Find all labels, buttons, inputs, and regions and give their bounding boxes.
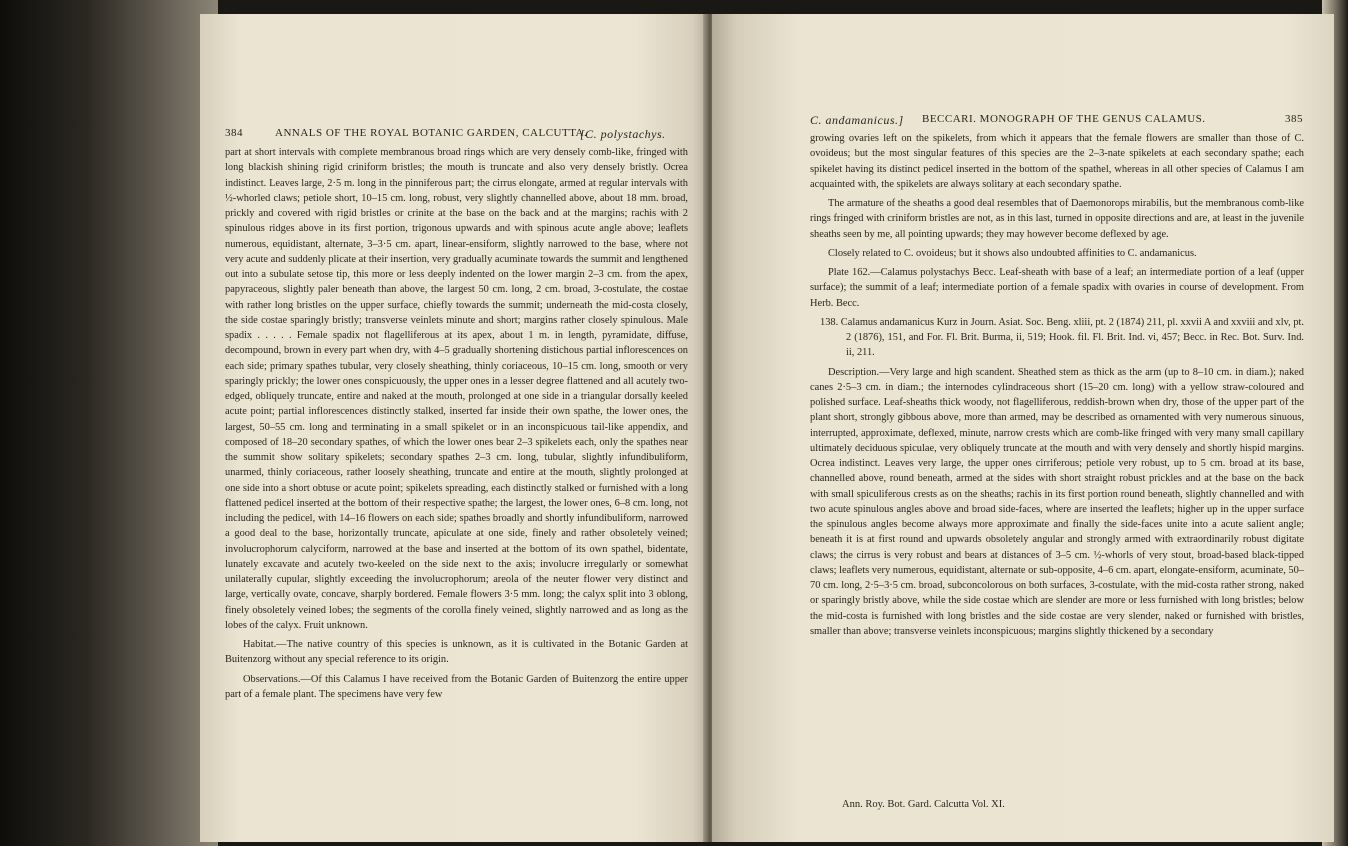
left-section-label: [C. polystachys. (580, 127, 666, 141)
left-paragraph-observations: Observations.—Of this Calamus I have received from the Botanic Garden of Buitenzorg the entire upper part of a female plant. The specimens have very few (225, 673, 688, 700)
left-page (200, 14, 708, 842)
left-text-block (225, 145, 688, 702)
right-page-number: 385 (1285, 113, 1303, 125)
right-running-title: BECCARI. MONOGRAPH OF THE GENUS CALAMUS. (922, 113, 1206, 125)
left-paragraph-1: part at short intervals with complete membranous broad rings which are very densely comb-like, fringed with long blackish shining rigid criniform bristles; the mouth is truncate and also very densely bristly. Ocrea indistinct. Leaves large, 2·5 m. long in the pinniferous part; the cirrus elongate, armed at regular intervals with ½-whorled claws; petiole short, 10–15 cm. long, robust, very slightly channelled above, about 18 mm. broad, prickly and covered with rigid bristles or crinite at the base on the back and at the margins; rachis with 2 spinulous ridges above in its first portion, trigonous upwards and with spinous acute angle above; leaflets numerous, equidistant, alternate, 3–3·5 cm. apart, linear-ensiform, slightly narrowed to the base, where not very acute and suddenly plicate at their insertion, very gradually acuminate towards the summit and lengthened out into a subulate setose tip, this more or less deeply indented on the lower margin 2–3 cm. from the apex, papyraceous, slightly paler beneath than above, the largest 50 cm. long, 2 cm. broad, 3-costulate, the costae with rather long bristles on the upper surface, chiefly towards the summit; underneath the mid-costa closely, the side costae sparingly bristly; transverse veinlets minute and short; margins rather closely spinulous. Male spadix . . . . . Female spadix not flagelliferous at its apex, about 1 m. in length, pyramidate, diffuse, decompound, brown in every part when dry, with 4–5 gradually shortening distichous partial inflorescences on each side; primary spathes tubular, very closely sheathing, thinly coriaceous, 10–15 cm. long, smooth or very sparingly prickly; the lower ones conspicuously, the upper ones in a lesser degree flattened and all acutely two-edged, obliquely truncate, entire and naked at the mouth, prolonged at one side in a triangular dorsally keeled acute point; partial inflorescences distinctly stalked, inserted far inside their own spathe, the lower ones, the largest, 50–55 cm. long and terminating in a small spikelet or in an inconspicuous tail-like appendix, and composed of 18–20 secondary spathes, of which the lower ones bear 2–3 spikelets each, only the spathes near the summit show solitary spikelets; secondary spathes 2–3 cm. long, tubular, slightly infundibuliform, unarmed, thinly coriaceous, rather loosely sheathing, truncate and entire at the mouth, slightly prolonged at one side into a short obtuse or acute point; spikelets spreading, each distinctly stalked or furnished with a long flattened pedicel inserted at the bottom of their respective spathe; the largest, the lower ones, 6–8 cm. long, not including the pedicel, with 14–16 flowers on each side; spathes broadly and shortly infundibuliform, narrowed a good deal to the base, horizontally truncate, apiculate at one side, finely and rather obsoletely veined; involucrophorum calyciform, narrowed at the base and inserted at the bottom of its own spathel, bidentate, lunately excavate and acutely two-keeled on the side next to the axis; involucre irregularly or somewhat unilaterally cupular, slightly exceeding the involucrophorum; areola of the neuter flower very distinct and large, vertically ovate, concave, sharply bordered. Female flowers 3·5 mm. long; the calyx split into 3 oblong, finely obsoletely veined lobes; the segments of the corolla finely veined, slightly narrowed and as long as the lobes of the calyx. Fruit unknown. (225, 147, 688, 631)
right-section-label: C. andamanicus.] (810, 113, 904, 127)
left-running-title: ANNALS OF THE ROYAL BOTANIC GARDEN, CALCUTTA. (275, 127, 588, 139)
left-paragraph-habitat: Habitat.—The native country of this species is unknown, as it is cultivated in the Botanic Garden at Buitenzorg without any special reference to its origin. (225, 639, 688, 666)
left-page-number: 384 (225, 127, 243, 139)
right-paragraph-species-entry: 138. Calamus andamanicus Kurz in Journ. Asiat. Soc. Beng. xliii, pt. 2 (1874) 211, pl. xxvii A and xxviii and xlv, pt. 2 (1876), 151, and For. Fl. Brit. Burma, ii, 519; Hook. fil. Fl. Brit. Ind. vi, 457; Becc. in Rec. Bot. Surv. Ind. ii, 211. (820, 316, 1304, 359)
right-footer: Ann. Roy. Bot. Gard. Calcutta Vol. XI. (842, 799, 1005, 810)
right-paragraph-1: growing ovaries left on the spikelets, from which it appears that the female flowers are smaller than those of C. ovoideus; but the most singular features of this species are the 2–3-nate spikelets at each secondary spathe; each spikelet having its distinct pedicel inserted in the bottom of the spathel, whereas in all other species of Calamus I am acquainted with, the spikelets are always solitary at each secondary spathe. (810, 133, 1304, 190)
right-page (712, 14, 1334, 842)
book-edge-left (0, 0, 218, 846)
right-paragraph-3: Closely related to C. ovoideus; but it shows also undoubted affinities to C. andamanicus. (828, 247, 1197, 259)
right-text-block (810, 131, 1304, 639)
right-paragraph-plate: Plate 162.—Calamus polystachys Becc. Leaf-sheath with base of a leaf; an intermediate portion of a leaf (upper surface); the summit of a leaf; intermediate portion of a female spadix with ovaries in course of development. From Herb. Becc. (810, 267, 1304, 309)
right-paragraph-description: Description.—Very large and high scandent. Sheathed stem as thick as the arm (up to 8–10 cm. in diam.); naked canes 2·5–3 cm. in diam.; the internodes cylindraceous short (15–20 cm. long) with a yellow straw-coloured and polished surface. Leaf-sheaths thick woody, not flagelliferous, reddish-brown when dry, those of the upper part of the plant short, strongly gibbous above, more than armed, may be described as ornamented with very numerous sinuous, interrupted, approximate, deflexed, minute, narrow crests which are comb-like fringed with very many small capillary ultimately deciduous spiculae, very obliquely truncate at the mouth and with very densely and shortly hispid margins. Ocrea indistinct. Leaves very large, the upper ones cirriferous; petiole very robust, up to 5 cm. broad at its base, channelled above, round beneath, armed at the sides with short straight robust prickles and at the base on the back with small spiculiferous crests as on the sheaths; rachis in its first portion round beneath, slightly channelled and with two acute spinulous angles above and broad side-faces, where are inserted the leaflets; higher up in the upper surface the spinulous angles become always more approximate and finally the side-faces unite into a acute salient angle; beneath it is at first round and upwards obsoletely angular and strongly armed with extraordinarily robust digitate claws; the cirrus is very robust and bears at distances of 3–5 cm. ½-whorls of very stout, broad-based black-tipped claws; leaflets very numerous, equidistant, alternate or sub-opposite, 4–6 cm. apart, elongate-ensiform, acuminate, 50–70 cm. long, 2·5–3·5 cm. broad, subconcolorous on both surfaces, 3-costulate, with the mid-costa rather strong, naked or sparingly bristly above, while the side costae which are slender are more or less furnished with long bristles; below the mid-costa is furnished with long bristles and the side costae are very slender, naked or furnished with bristles, smaller than above; transverse veinlets inconspicuous; margins slightly thickened by a secondary (810, 366, 1304, 637)
right-paragraph-2: The armature of the sheaths a good deal resembles that of Daemonorops mirabilis, but the membranous comb-like rings fringed with criniform bristles are not, as in this last, turned in opposite directions and are, at least in the juvenile sheaths seen by me, all pointing upwards; they may however become deflexed by age. (810, 198, 1304, 240)
